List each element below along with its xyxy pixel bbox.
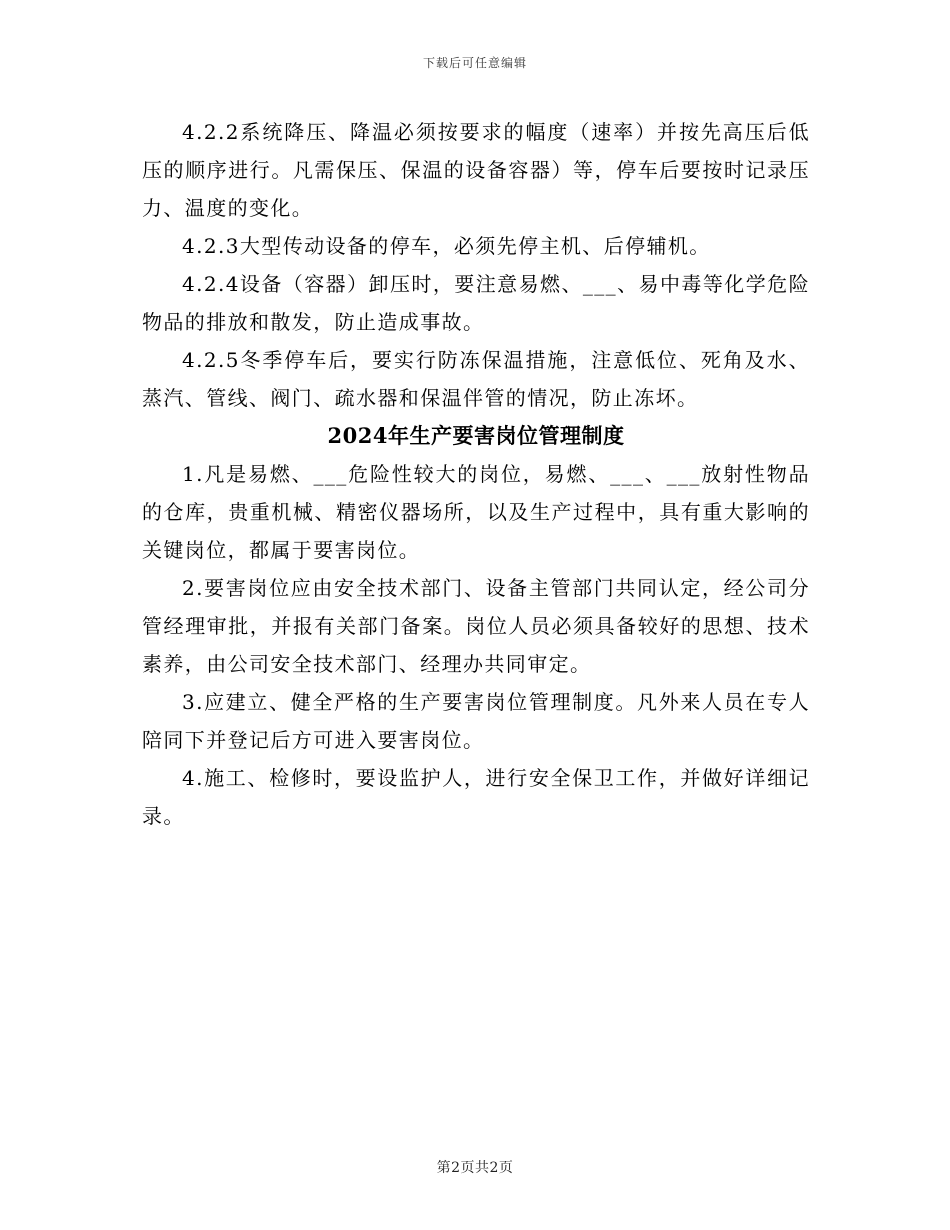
paragraph-4-2-5: 4.2.5冬季停车后，要实行防冻保温措施，注意低位、死角及水、蒸汽、管线、阀门、疏水器和保温伴管的情况，防止冻坏。 — [142, 348, 810, 410]
section-title: 2024年生产要害岗位管理制度 — [327, 423, 625, 448]
paragraph-item-3: 3.应建立、健全严格的生产要害岗位管理制度。凡外来人员在专人陪同下并登记后方可进入要害岗位。 — [142, 690, 810, 752]
page-footer: 第2页共2页 — [436, 1160, 514, 1176]
paragraph-item-1: 1.凡是易燃、___危险性较大的岗位，易燃、___、___放射性物品的仓库，贵重机械、精密仪器场所，以及生产过程中，具有重大影响的关键岗位，都属于要害岗位。 — [142, 462, 810, 562]
paragraph-4-2-4: 4.2.4设备（容器）卸压时，要注意易燃、___、易中毒等化学危险物品的排放和散发，防止造成事故。 — [142, 272, 810, 334]
paragraph-item-2: 2.要害岗位应由安全技术部门、设备主管部门共同认定，经公司分管经理审批，并报有关部门备案。岗位人员必须具备较好的思想、技术素养，由公司安全技术部门、经理办共同审定。 — [142, 576, 810, 676]
page-header: 下载后可任意编辑 — [422, 56, 527, 70]
paragraph-4-2-3: 4.2.3大型传动设备的停车，必须先停主机、后停辅机。 — [182, 234, 711, 258]
paragraph-4-2-2: 4.2.2系统降压、降温必须按要求的幅度（速率）并按先高压后低压的顺序进行。凡需保压、保温的设备容器）等，停车后要按时记录压力、温度的变化。 — [142, 120, 810, 220]
paragraph-item-4: 4.施工、检修时，要设监护人，进行安全保卫工作，并做好详细记录。 — [142, 766, 810, 828]
document-body — [142, 113, 810, 835]
